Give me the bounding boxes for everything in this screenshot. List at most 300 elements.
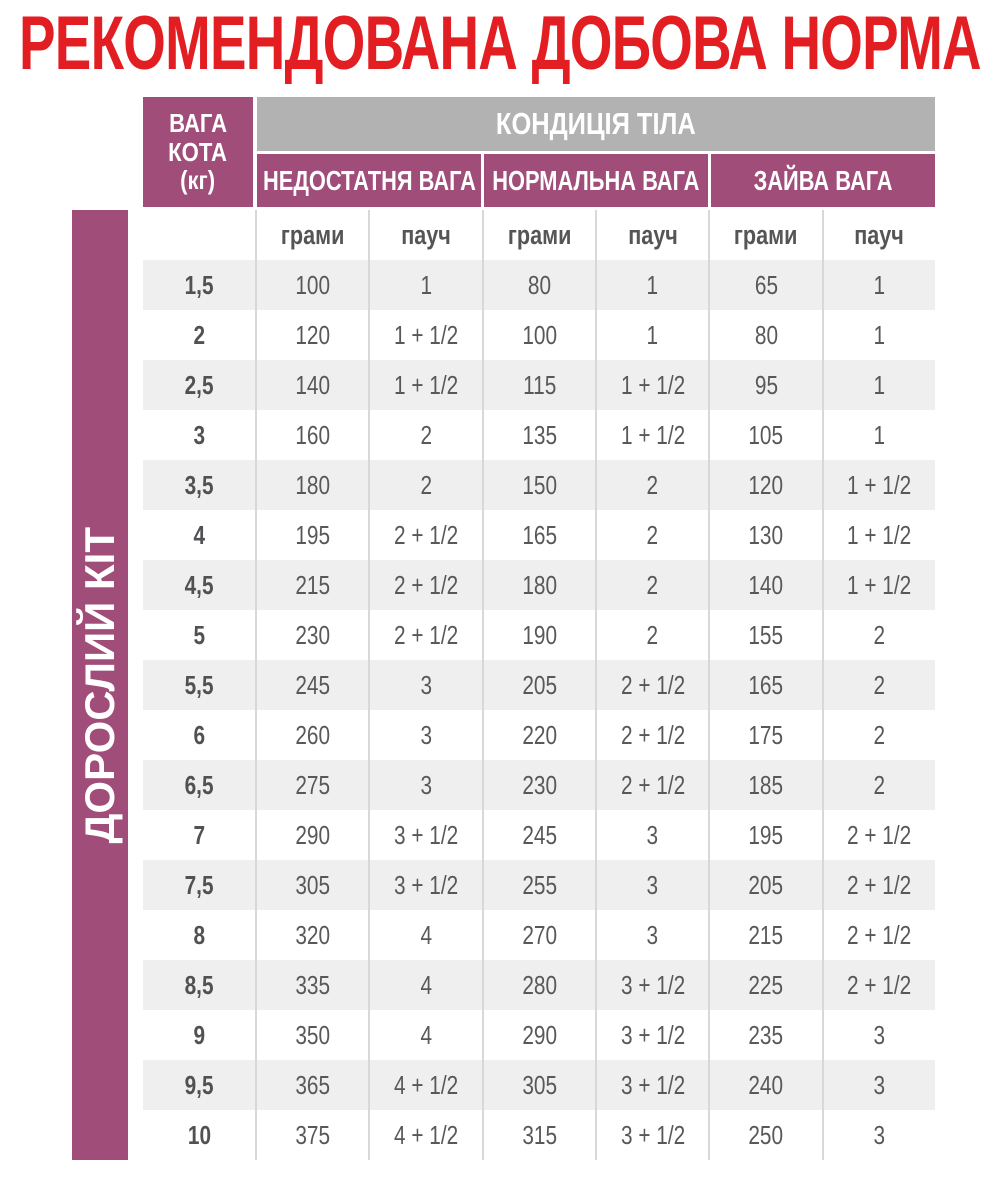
- table-row: [143, 260, 935, 310]
- value-cell-label: 1: [873, 269, 886, 300]
- value-cell-label: 1 + 1/2: [620, 419, 685, 450]
- value-cell-label: 245: [295, 669, 331, 700]
- value-cell: [255, 1010, 368, 1060]
- value-cell-label: 315: [521, 1119, 557, 1150]
- value-cell: [708, 1110, 821, 1160]
- value-cell: [822, 310, 935, 360]
- value-cell: [708, 610, 821, 660]
- value-cell-label: 2 + 1/2: [847, 969, 912, 1000]
- value-cell: [482, 810, 595, 860]
- value-cell-label: 140: [748, 569, 784, 600]
- value-cell: [822, 1060, 935, 1110]
- value-cell-label: 350: [295, 1019, 331, 1050]
- weight-cell-label: 4: [193, 519, 205, 550]
- value-cell: [595, 760, 708, 810]
- value-cell: [822, 860, 935, 910]
- value-cell-label: 2 + 1/2: [393, 569, 459, 600]
- weight-cell: [143, 810, 255, 860]
- value-cell-label: 100: [521, 319, 557, 350]
- value-cell-label: 160: [295, 419, 331, 450]
- value-cell-label: 105: [748, 419, 784, 450]
- value-cell-label: 3: [873, 1119, 886, 1150]
- value-cell: [708, 860, 821, 910]
- value-cell-label: 230: [295, 619, 331, 650]
- value-cell: [255, 260, 368, 310]
- value-cell: [595, 660, 708, 710]
- weight-cell: [143, 310, 255, 360]
- value-cell-label: 3 + 1/2: [620, 1119, 685, 1150]
- value-cell: [595, 260, 708, 310]
- group-header-2-label: НОРМАЛЬНА ВАГА: [492, 164, 700, 196]
- value-cell: [822, 960, 935, 1010]
- table-row: [143, 860, 935, 910]
- value-cell: [822, 910, 935, 960]
- value-cell-label: 120: [295, 319, 331, 350]
- value-cell: [368, 760, 481, 810]
- value-cell: [595, 710, 708, 760]
- body-condition-header-label: КОНДИЦІЯ ТІЛА: [496, 106, 696, 141]
- value-cell-label: 1 + 1/2: [847, 519, 912, 550]
- weight-cell-label: 3,5: [184, 469, 214, 500]
- value-cell-label: 2: [873, 669, 886, 700]
- subheader-g3-grams: [708, 210, 821, 260]
- value-cell-label: 4: [420, 919, 432, 950]
- weight-cell-label: 8,5: [184, 969, 214, 1000]
- weight-cell-label: 5: [193, 619, 205, 650]
- value-cell: [368, 1010, 481, 1060]
- value-cell-label: 375: [295, 1119, 331, 1150]
- value-cell: [368, 360, 481, 410]
- value-cell-label: 250: [748, 1119, 784, 1150]
- value-cell-label: 3: [420, 719, 432, 750]
- value-cell-label: 260: [295, 719, 331, 750]
- value-cell: [255, 610, 368, 660]
- weight-cell: [143, 1010, 255, 1060]
- table-row: [143, 510, 935, 560]
- value-cell: [708, 910, 821, 960]
- value-cell-label: 1 + 1/2: [393, 369, 459, 400]
- value-cell: [708, 410, 821, 460]
- value-cell-label: 3 + 1/2: [620, 1019, 685, 1050]
- table-row: [143, 460, 935, 510]
- group-header-3: [711, 154, 935, 207]
- value-cell-label: 205: [521, 669, 557, 700]
- weight-cell: [143, 860, 255, 910]
- value-cell-label: 275: [295, 769, 331, 800]
- value-cell-label: 190: [521, 619, 557, 650]
- value-cell-label: 180: [295, 469, 331, 500]
- value-cell-label: 4: [420, 969, 432, 1000]
- value-cell-label: 270: [521, 919, 557, 950]
- value-cell: [368, 710, 481, 760]
- value-cell: [482, 910, 595, 960]
- value-cell: [255, 560, 368, 610]
- value-cell-label: 120: [748, 469, 784, 500]
- value-cell: [822, 460, 935, 510]
- subheader-spacer: [143, 210, 255, 260]
- value-cell-label: 245: [521, 819, 557, 850]
- value-cell-label: 230: [521, 769, 557, 800]
- value-cell: [482, 410, 595, 460]
- value-cell: [255, 710, 368, 760]
- value-cell-label: 305: [521, 1069, 557, 1100]
- value-cell: [595, 860, 708, 910]
- value-cell-label: 3 + 1/2: [620, 1069, 685, 1100]
- value-cell-label: 290: [295, 819, 331, 850]
- value-cell: [255, 910, 368, 960]
- value-cell: [822, 710, 935, 760]
- value-cell-label: 3: [646, 919, 659, 950]
- value-cell: [595, 310, 708, 360]
- value-cell-label: 320: [295, 919, 331, 950]
- value-cell: [708, 510, 821, 560]
- value-cell: [368, 610, 481, 660]
- value-cell: [595, 460, 708, 510]
- value-cell-label: 2: [873, 769, 886, 800]
- weight-cell: [143, 1060, 255, 1110]
- value-cell: [368, 960, 481, 1010]
- value-cell: [255, 510, 368, 560]
- table-row: [143, 1110, 935, 1160]
- weight-cell: [143, 760, 255, 810]
- value-cell: [482, 360, 595, 410]
- value-cell: [595, 1010, 708, 1060]
- subheader-row: [143, 210, 935, 260]
- condition-group-row: [257, 154, 935, 207]
- value-cell: [595, 560, 708, 610]
- weight-cell-label: 3: [193, 419, 205, 450]
- value-cell-label: 215: [748, 919, 784, 950]
- weight-cell: [143, 1110, 255, 1160]
- group-header-1-label: НЕДОСТАТНЯ ВАГА: [262, 164, 476, 196]
- weight-cell: [143, 260, 255, 310]
- table-row: [143, 1010, 935, 1060]
- value-cell: [708, 560, 821, 610]
- value-cell-label: 3: [420, 769, 432, 800]
- value-cell: [708, 1010, 821, 1060]
- subheader-g2-pouch-label: пауч: [627, 219, 678, 250]
- subheader-g1-pouch-label: пауч: [401, 219, 451, 250]
- value-cell: [822, 610, 935, 660]
- subheader-g2-grams-label: грами: [507, 219, 572, 250]
- weight-cell-label: 9: [193, 1019, 205, 1050]
- value-cell-label: 3: [873, 1069, 886, 1100]
- value-cell: [255, 460, 368, 510]
- value-cell-label: 2: [420, 469, 432, 500]
- weight-cell-label: 2,5: [184, 369, 214, 400]
- value-cell: [368, 660, 481, 710]
- value-cell-label: 80: [754, 319, 778, 350]
- value-cell: [255, 360, 368, 410]
- value-cell-label: 1: [873, 319, 886, 350]
- weight-cell-label: 6,5: [184, 769, 214, 800]
- value-cell-label: 150: [521, 469, 557, 500]
- weight-header-line3: (кг): [180, 165, 216, 196]
- value-cell-label: 2 + 1/2: [847, 869, 912, 900]
- value-cell: [822, 510, 935, 560]
- value-cell: [822, 1110, 935, 1160]
- table-row: [143, 710, 935, 760]
- value-cell-label: 195: [748, 819, 784, 850]
- value-cell-label: 240: [748, 1069, 784, 1100]
- side-bar-label: ДОРОСЛИЙ КІТ: [76, 526, 123, 844]
- value-cell-label: 1: [646, 319, 659, 350]
- value-cell-label: 2 + 1/2: [393, 519, 459, 550]
- weight-cell-label: 4,5: [184, 569, 214, 600]
- value-cell-label: 220: [521, 719, 557, 750]
- value-cell-label: 3 + 1/2: [393, 819, 459, 850]
- value-cell: [708, 660, 821, 710]
- value-cell-label: 165: [521, 519, 557, 550]
- value-cell: [822, 810, 935, 860]
- value-cell: [368, 910, 481, 960]
- value-cell-label: 155: [748, 619, 784, 650]
- value-cell: [368, 560, 481, 610]
- group-header-3-label: ЗАЙВА ВАГА: [753, 164, 893, 196]
- value-cell-label: 205: [748, 869, 784, 900]
- value-cell-label: 185: [748, 769, 784, 800]
- value-cell: [595, 610, 708, 660]
- value-cell-label: 2: [646, 619, 659, 650]
- value-cell-label: 2: [646, 519, 659, 550]
- value-cell: [482, 660, 595, 710]
- weight-cell: [143, 510, 255, 560]
- value-cell-label: 80: [527, 269, 551, 300]
- value-cell: [368, 310, 481, 360]
- value-cell: [255, 960, 368, 1010]
- weight-cell-label: 2: [193, 319, 205, 350]
- value-cell: [595, 1110, 708, 1160]
- value-cell-label: 195: [295, 519, 331, 550]
- value-cell: [482, 310, 595, 360]
- value-cell-label: 1 + 1/2: [393, 319, 459, 350]
- value-cell: [368, 410, 481, 460]
- value-cell: [482, 260, 595, 310]
- weight-cell-label: 7,5: [184, 869, 214, 900]
- value-cell-label: 2: [420, 419, 432, 450]
- subheader-g3-pouch: [822, 210, 935, 260]
- value-cell: [368, 460, 481, 510]
- value-cell-label: 135: [521, 419, 557, 450]
- value-cell-label: 165: [748, 669, 784, 700]
- value-cell: [595, 360, 708, 410]
- value-cell: [708, 710, 821, 760]
- value-cell: [595, 1060, 708, 1110]
- table-row: [143, 810, 935, 860]
- value-cell: [822, 260, 935, 310]
- subheader-g2-grams: [482, 210, 595, 260]
- page-title: РЕКОМЕНДОВАНА ДОБОВА НОРМА: [19, 1, 981, 86]
- table-row: [143, 360, 935, 410]
- value-cell-label: 2 + 1/2: [847, 819, 912, 850]
- subheader-g1-pouch: [368, 210, 481, 260]
- value-cell-label: 2: [873, 719, 886, 750]
- value-cell-label: 2: [646, 469, 659, 500]
- value-cell-label: 115: [522, 369, 556, 400]
- weight-cell: [143, 610, 255, 660]
- table-row: [143, 1060, 935, 1110]
- weight-cell-label: 9,5: [184, 1069, 214, 1100]
- weight-cell-label: 8: [193, 919, 205, 950]
- adult-cat-side-bar: [72, 210, 128, 1160]
- value-cell-label: 1: [420, 269, 432, 300]
- table-row: [143, 310, 935, 360]
- table-row: [143, 660, 935, 710]
- value-cell: [482, 510, 595, 560]
- page-title-wrap: [0, 1, 1000, 86]
- value-cell-label: 290: [521, 1019, 557, 1050]
- subheader-g3-grams-label: грами: [734, 219, 798, 250]
- value-cell: [822, 560, 935, 610]
- weight-cell: [143, 960, 255, 1010]
- value-cell: [368, 260, 481, 310]
- value-cell-label: 1: [873, 419, 886, 450]
- value-cell: [368, 1110, 481, 1160]
- value-cell-label: 2 + 1/2: [620, 719, 685, 750]
- table-row: [143, 910, 935, 960]
- value-cell: [482, 760, 595, 810]
- value-cell: [255, 810, 368, 860]
- table-row: [143, 560, 935, 610]
- value-cell: [482, 560, 595, 610]
- weight-header-line1: ВАГА: [169, 108, 227, 139]
- value-cell: [368, 1060, 481, 1110]
- value-cell-label: 4 + 1/2: [393, 1119, 459, 1150]
- value-cell: [482, 1060, 595, 1110]
- value-cell-label: 175: [748, 719, 784, 750]
- value-cell: [255, 1110, 368, 1160]
- weight-cell: [143, 660, 255, 710]
- value-cell-label: 2 + 1/2: [620, 769, 685, 800]
- value-cell-label: 2: [646, 569, 659, 600]
- value-cell: [708, 360, 821, 410]
- subheader-g1-grams-label: грами: [280, 219, 345, 250]
- subheader-g1-grams: [255, 210, 368, 260]
- value-cell-label: 255: [521, 869, 557, 900]
- value-cell: [595, 410, 708, 460]
- value-cell-label: 1: [646, 269, 659, 300]
- value-cell-label: 2 + 1/2: [393, 619, 459, 650]
- value-cell: [368, 810, 481, 860]
- body-condition-header: [257, 97, 935, 151]
- value-cell-label: 180: [521, 569, 557, 600]
- feeding-table: [143, 97, 935, 1160]
- weight-cell-label: 1,5: [184, 269, 214, 300]
- value-cell-label: 3: [646, 819, 659, 850]
- weight-header-line2: КОТА: [168, 136, 228, 167]
- weight-cell: [143, 360, 255, 410]
- weight-cell-label: 6: [193, 719, 205, 750]
- value-cell-label: 4 + 1/2: [393, 1069, 459, 1100]
- value-cell: [822, 760, 935, 810]
- value-cell: [255, 1060, 368, 1110]
- value-cell-label: 2 + 1/2: [847, 919, 912, 950]
- value-cell-label: 95: [754, 369, 778, 400]
- value-cell-label: 3: [873, 1019, 886, 1050]
- value-cell-label: 4: [420, 1019, 432, 1050]
- value-cell: [595, 510, 708, 560]
- value-cell: [822, 1010, 935, 1060]
- value-cell-label: 100: [295, 269, 331, 300]
- value-cell: [595, 910, 708, 960]
- weight-cell: [143, 910, 255, 960]
- value-cell: [482, 860, 595, 910]
- value-cell-label: 65: [754, 269, 778, 300]
- value-cell-label: 140: [295, 369, 331, 400]
- value-cell: [255, 660, 368, 710]
- table-row: [143, 410, 935, 460]
- value-cell-label: 130: [748, 519, 784, 550]
- value-cell: [482, 960, 595, 1010]
- value-cell: [255, 860, 368, 910]
- value-cell: [482, 460, 595, 510]
- weight-cell-label: 5,5: [184, 669, 214, 700]
- value-cell-label: 225: [748, 969, 784, 1000]
- value-cell: [822, 360, 935, 410]
- value-cell-label: 215: [295, 569, 331, 600]
- weight-cell: [143, 410, 255, 460]
- weight-cell: [143, 560, 255, 610]
- value-cell: [822, 660, 935, 710]
- value-cell: [482, 710, 595, 760]
- value-cell: [368, 860, 481, 910]
- subheader-g3-pouch-label: пауч: [854, 219, 905, 250]
- value-cell: [708, 960, 821, 1010]
- value-cell-label: 1 + 1/2: [847, 569, 912, 600]
- weight-cell-label: 7: [193, 819, 205, 850]
- table-body: [143, 260, 935, 1160]
- value-cell-label: 3: [420, 669, 432, 700]
- value-cell-label: 1 + 1/2: [620, 369, 685, 400]
- value-cell: [708, 460, 821, 510]
- value-cell-label: 3 + 1/2: [620, 969, 685, 1000]
- value-cell-label: 235: [748, 1019, 784, 1050]
- value-cell-label: 3: [646, 869, 659, 900]
- value-cell: [708, 760, 821, 810]
- value-cell: [708, 810, 821, 860]
- value-cell-label: 1 + 1/2: [847, 469, 912, 500]
- value-cell-label: 335: [295, 969, 331, 1000]
- group-header-2: [484, 154, 708, 207]
- value-cell: [255, 310, 368, 360]
- weight-cell: [143, 710, 255, 760]
- table-row: [143, 960, 935, 1010]
- value-cell: [255, 760, 368, 810]
- value-cell-label: 305: [295, 869, 331, 900]
- table-row: [143, 610, 935, 660]
- value-cell: [708, 1060, 821, 1110]
- weight-column-header: [143, 97, 253, 207]
- value-cell: [482, 1010, 595, 1060]
- value-cell: [822, 410, 935, 460]
- weight-cell-label: 10: [187, 1119, 211, 1150]
- value-cell: [708, 310, 821, 360]
- subheader-g2-pouch: [595, 210, 708, 260]
- value-cell-label: 2 + 1/2: [620, 669, 685, 700]
- value-cell-label: 2: [873, 619, 886, 650]
- value-cell-label: 3 + 1/2: [393, 869, 459, 900]
- value-cell: [595, 960, 708, 1010]
- value-cell-label: 1: [873, 369, 886, 400]
- value-cell: [255, 410, 368, 460]
- group-header-1: [257, 154, 481, 207]
- table-row: [143, 760, 935, 810]
- value-cell: [482, 1110, 595, 1160]
- value-cell: [482, 610, 595, 660]
- value-cell: [708, 260, 821, 310]
- weight-cell: [143, 460, 255, 510]
- value-cell: [595, 810, 708, 860]
